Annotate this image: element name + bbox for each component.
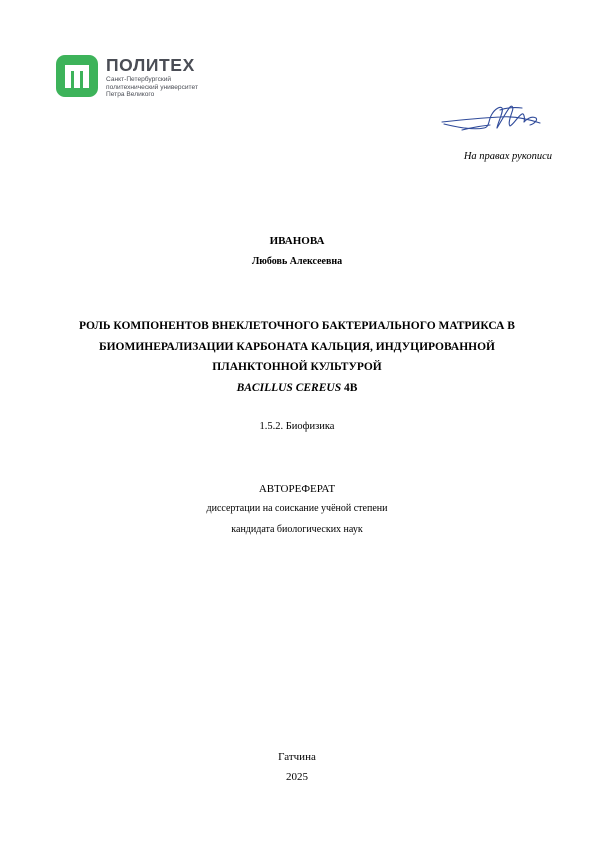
title-line: ПЛАНКТОННОЙ КУЛЬТУРОЙ <box>212 361 382 373</box>
university-logo <box>56 55 246 99</box>
title-line: БИОМИНЕРАЛИЗАЦИИ КАРБОНАТА КАЛЬЦИЯ, ИНДУЦИРОВАННОЙ <box>99 340 495 353</box>
logo-subtitle-line: Петра Великого <box>106 91 155 99</box>
title-species-line <box>0 378 594 399</box>
author-surname: ИВАНОВА <box>269 235 325 247</box>
title-species: BACILLUS CEREUS <box>236 381 342 394</box>
document-purpose-line1: диссертации на соискание учёной степени <box>206 503 388 514</box>
dissertation-title <box>0 316 594 398</box>
polytech-logo-icon <box>56 55 98 97</box>
title-strain: 4B <box>343 381 358 394</box>
specialty-code: 1.5.2. Биофизика <box>259 421 335 432</box>
logo-subtitle-line: Санкт-Петербургский <box>106 76 172 83</box>
logo-subtitle-line: политехнический университет <box>106 83 198 91</box>
rights-note: На правах рукописи <box>463 151 552 162</box>
title-line: РОЛЬ КОМПОНЕНТОВ ВНЕКЛЕТОЧНОГО БАКТЕРИАЛЬНОГО МАТРИКСА В <box>79 320 515 332</box>
handwritten-signature <box>440 98 545 143</box>
document-type: АВТОРЕФЕРАТ <box>258 483 336 495</box>
author-given-names: Любовь Алексеевна <box>251 256 343 267</box>
logo-name: ПОЛИТЕХ <box>106 55 195 75</box>
city: Гатчина <box>278 751 316 763</box>
document-purpose-line2: кандидата биологических наук <box>231 524 363 535</box>
logo-subtitle <box>106 76 256 99</box>
year: 2025 <box>286 771 308 783</box>
